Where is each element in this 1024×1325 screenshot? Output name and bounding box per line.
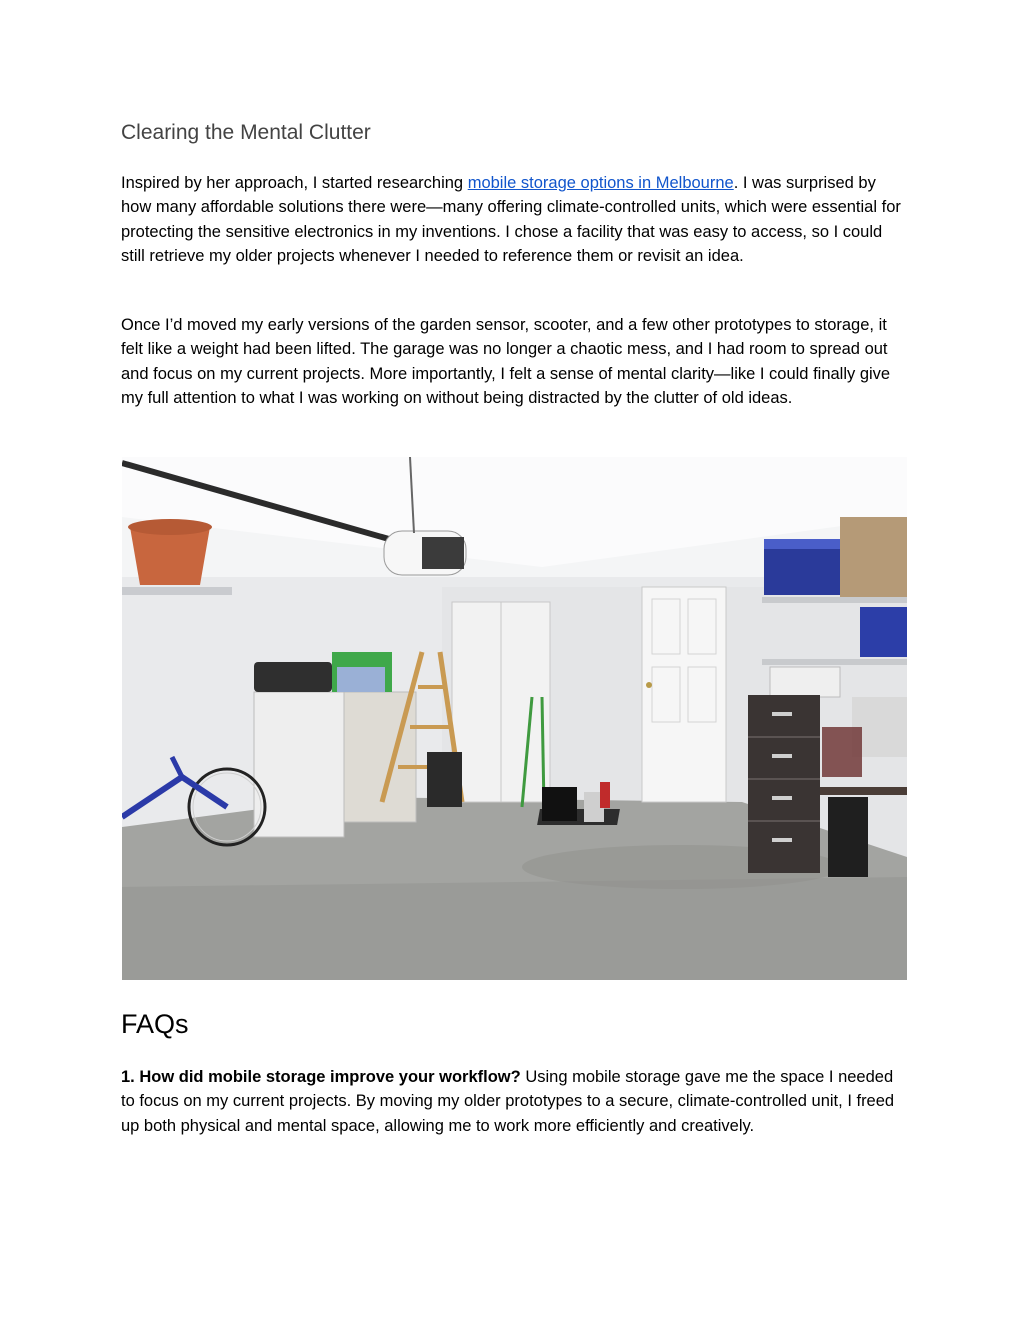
paragraph-text-after-link: . I was surprised by how many affordable solutions there were—many offering climate-controlled units, which were essential for protecting the sensitive electronics in my inventions. I chose a facility that was easy to access, so I could still retrieve my older projects whenever I needed to reference them or revisit an idea. xyxy=(121,174,901,265)
paragraph-text-before-link: Inspired by her approach, I started researching xyxy=(121,174,468,192)
faq-item xyxy=(121,1065,907,1138)
section-heading: Clearing the Mental Clutter xyxy=(121,121,371,144)
mobile-storage-link[interactable]: mobile storage options in Melbourne xyxy=(467,174,734,192)
faqs-heading: FAQs xyxy=(121,1009,189,1039)
garage-photo xyxy=(122,457,907,980)
faq-question: 1. How did mobile storage improve your workflow? xyxy=(121,1068,521,1086)
faq-answer: Using mobile storage gave me the space I needed to focus on my current projects. By moving my older prototypes to a secure, climate-controlled unit, I freed up both physical and mental space, allowing me to work more efficiently and creatively. xyxy=(121,1068,895,1135)
paragraph-storage-research xyxy=(121,171,907,268)
paragraph-mental-clarity: Once I’d moved my early versions of the garden sensor, scooter, and a few other prototypes to storage, it felt like a weight had been lifted. The garage was no longer a chaotic mess, and I had room to spread out and focus on my current projects. More importantly, I felt a sense of mental clarity—like I could finally give my full attention to what I was working on without being distracted by the clutter of old ideas. xyxy=(121,316,891,407)
